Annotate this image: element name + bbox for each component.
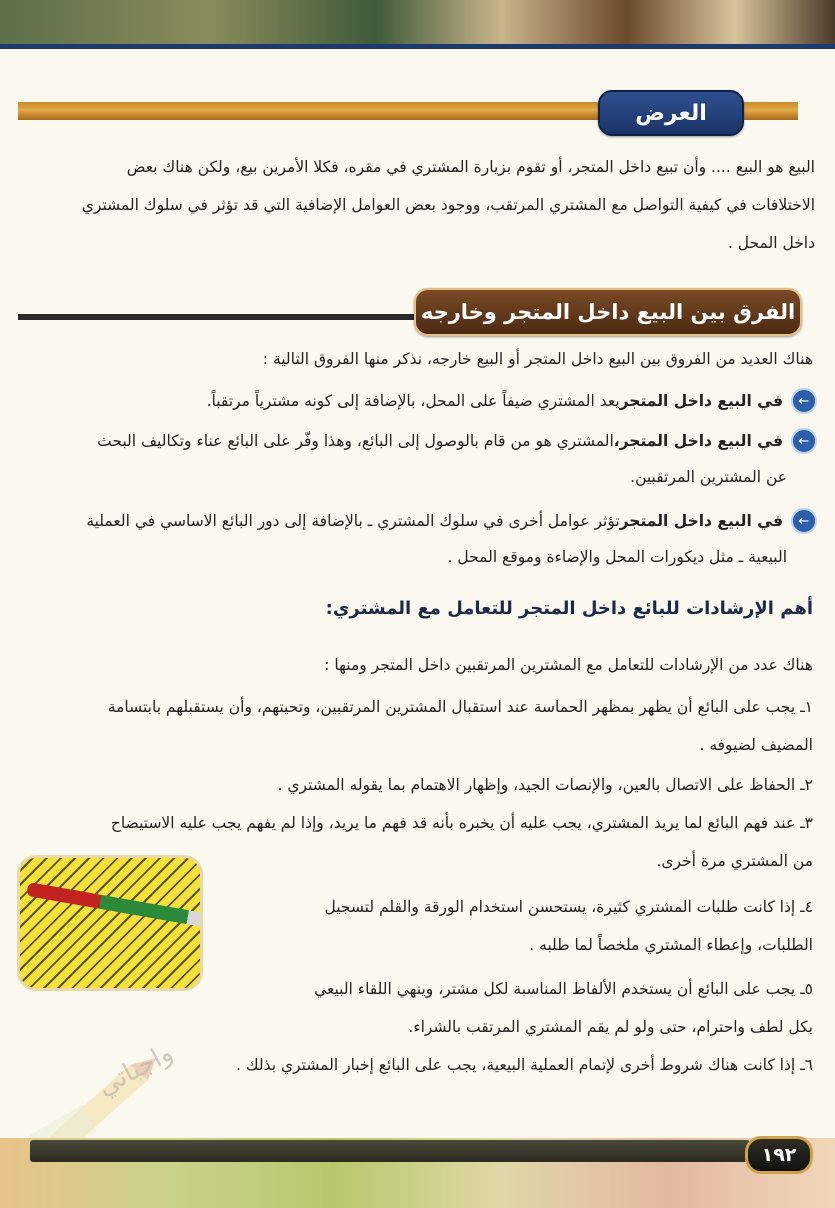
- guideline-line: ٦ـ إذا كانت هناك شروط أخرى لإتمام العملية البيعية، يجب على البائع إخبار المشتري بذلك .: [235, 1056, 813, 1074]
- header-photo-banner: [0, 0, 835, 44]
- bullet-continuation: عن المشترين المرتقبين.: [630, 468, 787, 486]
- section-bar-right: [740, 102, 798, 120]
- arrow-circle-icon: ←: [791, 508, 817, 534]
- bullet-text: يعد المشتري ضيفاً على المحل، بالإضافة إلى كونه مشترياً مرتقباً.: [206, 392, 620, 410]
- guideline-line: الطلبات، وإعطاء المشتري ملخصاً لما طلبه .: [529, 936, 813, 954]
- bullet-bold: في البيع داخل المتجر،: [613, 432, 783, 450]
- notepad-lines: [20, 858, 200, 988]
- intro-line: البيع هو البيع .... وأن تبيع داخل المتجر، أو تقوم بزيارة المشتري في مقره، فكلا الأمرين بيع، ولكن هناك بعض: [126, 158, 815, 176]
- guideline-line: هناك عدد من الإرشادات للتعامل مع المشترين المرتقبين داخل المتجر ومنها :: [324, 656, 813, 674]
- guideline-line: ١ـ يجب على البائع أن يظهر بمظهر الحماسة عند استقبال المشترين المرتقبين، وتحيتهم، وأن يستقبلهم بابتسامة: [107, 698, 813, 716]
- watermark-text: واجباتي: [92, 1037, 178, 1103]
- guideline-line: من المشتري مرة أخرى.: [656, 852, 813, 870]
- guidelines-title: أهم الإرشادات للبائع داخل المتجر للتعامل مع المشتري:: [325, 598, 813, 619]
- guideline-line: ٥ـ يجب على البائع أن يستخدم الألفاظ المناسبة لكل مشتر، وينهي اللقاء البيعي: [314, 980, 813, 998]
- bullet-item: [207, 388, 817, 414]
- guideline-line: ٣ـ عند فهم البائع لما يريد المشتري، يجب عليه أن يخبره بأنه قد فهم ما يريد، وإذا لم يفهم يجب عليه الاستيضاح: [110, 814, 813, 832]
- difference-intro: هناك العديد من الفروق بين البيع داخل المتجر أو البيع خارجه، نذكر منها الفروق التالية :: [262, 350, 813, 368]
- difference-title: الفرق بين البيع داخل المتجر وخارجه: [414, 288, 802, 336]
- bullet-bold: في البيع داخل المتجر: [619, 512, 783, 530]
- guideline-line: ٤ـ إذا كانت طلبات المشتري كثيرة، يستحسن استخدام الورقة والقلم لتسجيل: [324, 898, 813, 916]
- guideline-line: المضيف لضيوفه .: [699, 736, 813, 754]
- bullet-text: تؤثر عوامل أخرى في سلوك المشتري ـ بالإضافة إلى دور البائع الاساسي في العملية: [86, 512, 620, 530]
- arrow-circle-icon: ←: [791, 428, 817, 454]
- bullet-bold: في البيع داخل المتجر: [619, 392, 783, 410]
- bullet-text: المشتري هو من قام بالوصول إلى البائع، وهذا وفّر على البائع عناء وتكاليف البحث: [97, 432, 614, 450]
- section-title: العرض: [598, 90, 744, 136]
- intro-line: داخل المحل .: [727, 234, 815, 252]
- bullet-continuation: البيعية ـ مثل ديكورات المحل والإضاءة وموقع المحل .: [447, 548, 787, 566]
- intro-line: الاختلافات في كيفية التواصل مع المشتري المرتقب، ووجود بعض العوامل الإضافية التي قد تؤثر في سلوك المشتري: [81, 196, 815, 214]
- difference-bar: [18, 314, 418, 320]
- page-number: ١٩٢: [745, 1136, 813, 1174]
- header-rule: [0, 44, 835, 49]
- section-bar-left: [18, 102, 598, 120]
- guideline-line: بكل لطف واحترام، حتى ولو لم يقم المشتري المرتقب بالشراء.: [408, 1018, 813, 1036]
- bullet-item: [97, 428, 817, 454]
- bullet-item: [86, 508, 817, 534]
- notepad-pen-icon: [20, 858, 200, 988]
- footer-bar: [30, 1140, 750, 1162]
- guideline-line: ٢ـ الحفاظ على الاتصال بالعين، والإنصات الجيد، وإظهار الاهتمام بما يقوله المشتري .: [277, 776, 813, 794]
- arrow-circle-icon: ←: [791, 388, 817, 414]
